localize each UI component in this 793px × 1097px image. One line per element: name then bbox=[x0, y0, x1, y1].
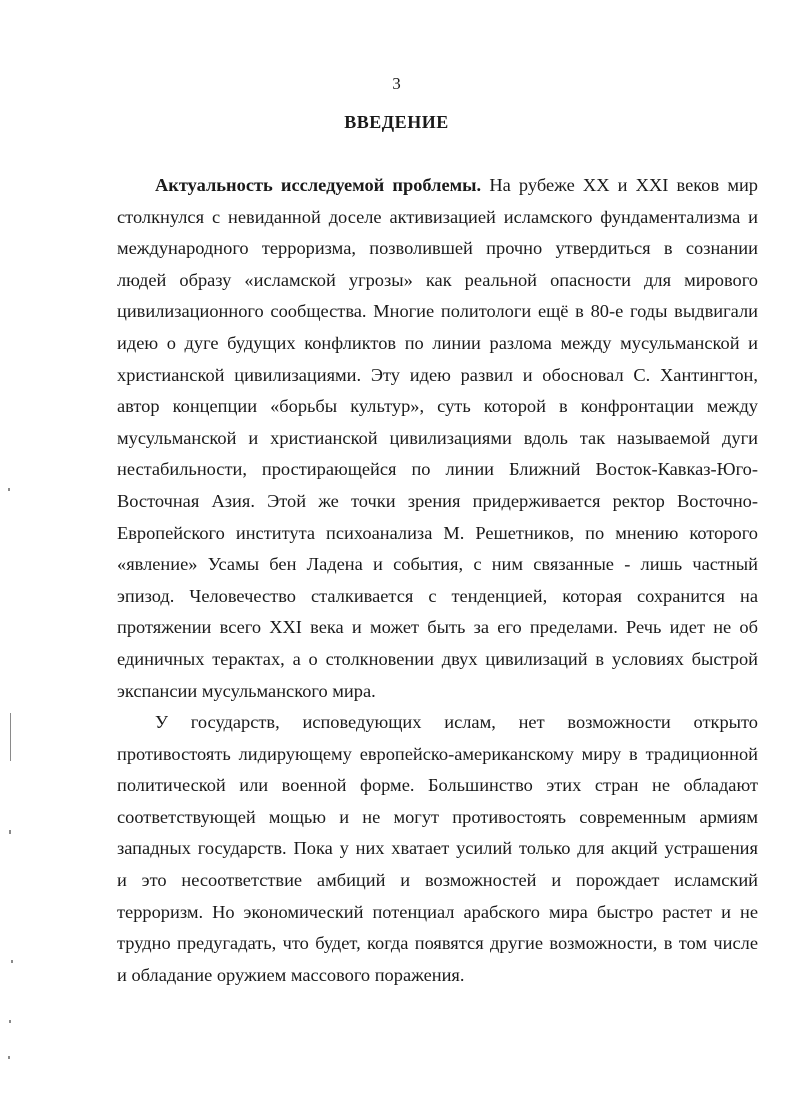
paragraph-line: протяжении всего XXI века и может быть за его пределами. Речь идет не об bbox=[117, 617, 758, 638]
paragraph-line: мусульманской и христианской цивилизациями вдоль так называемой дуги bbox=[117, 427, 758, 448]
paragraph-line: экспансии мусульманского мира. bbox=[117, 680, 376, 701]
paragraph-line: политической или военной форме. Большинство этих стран не обладают bbox=[117, 775, 758, 796]
paragraph-line: единичных терактах, а о столкновении двух цивилизаций в условиях быстрой bbox=[117, 648, 758, 669]
page-number: 3 bbox=[392, 74, 401, 93]
paragraph-line: автор концепции «борьбы культур», суть которой в конфронтации между bbox=[117, 396, 758, 417]
scan-mark bbox=[9, 1020, 11, 1023]
paragraph-line: Европейского института психоанализа М. Решетников, по мнению которого bbox=[117, 522, 758, 543]
paragraph-line: западных государств. Пока у них хватает усилий только для акций устрашения bbox=[117, 838, 758, 859]
paragraph-line: противостоять лидирующему европейско-американскому миру в традиционной bbox=[117, 743, 758, 764]
scan-mark bbox=[8, 488, 10, 491]
paragraph-line: трудно предугадать, что будет, когда появятся другие возможности, в том числе bbox=[117, 933, 758, 954]
paragraph-line: цивилизационного сообщества. Многие политологи ещё в 80-е годы выдвигали bbox=[117, 301, 758, 322]
paragraph-line: христианской цивилизациями. Эту идею развил и обосновал С. Хантингтон, bbox=[117, 364, 758, 385]
paragraph-line: эпизод. Человечество сталкивается с тенденцией, которая сохранится на bbox=[117, 585, 758, 606]
paragraph-line: соответствующей мощью и не могут противостоять современным армиям bbox=[117, 806, 758, 827]
scan-mark bbox=[8, 1056, 10, 1059]
page-title: ВВЕДЕНИЕ bbox=[344, 112, 449, 132]
paragraph-line: идею о дуге будущих конфликтов по линии разлома между мусульманской и bbox=[117, 332, 758, 353]
scan-mark bbox=[9, 830, 11, 834]
paragraph-line: Восточная Азия. Этой же точки зрения придерживается ректор Восточно- bbox=[117, 490, 758, 511]
document-body bbox=[117, 170, 758, 991]
paragraph-line: «явление» Усамы бен Ладена и события, с ним связанные - лишь частный bbox=[117, 554, 758, 575]
scan-mark bbox=[10, 713, 11, 761]
paragraph-line: и обладание оружием массового поражения. bbox=[117, 964, 465, 985]
paragraph-lead: Актуальность исследуемой проблемы. bbox=[155, 175, 482, 195]
paragraph-line: столкнулся с невиданной доселе активизацией исламского фундаментализма и bbox=[117, 206, 758, 227]
scan-mark bbox=[11, 960, 13, 963]
paragraph-1-line-1 bbox=[117, 170, 758, 202]
paragraph-line: и это несоответствие амбиций и возможностей и порождает исламский bbox=[117, 870, 758, 891]
paragraph-line: международного терроризма, позволившей прочно утвердиться в сознании bbox=[117, 238, 758, 259]
paragraph-line: нестабильности, простирающейся по линии Ближний Восток-Кавказ-Юго- bbox=[117, 459, 758, 480]
paragraph-text: На рубеже XX и XXI веков мир bbox=[481, 175, 758, 195]
paragraph-line: У государств, исповедующих ислам, нет возможности открыто bbox=[155, 712, 758, 733]
paragraph-line: людей образу «исламской угрозы» как реальной опасности для мирового bbox=[117, 269, 758, 290]
paragraph-line: терроризм. Но экономический потенциал арабского мира быстро растет и не bbox=[117, 901, 758, 922]
